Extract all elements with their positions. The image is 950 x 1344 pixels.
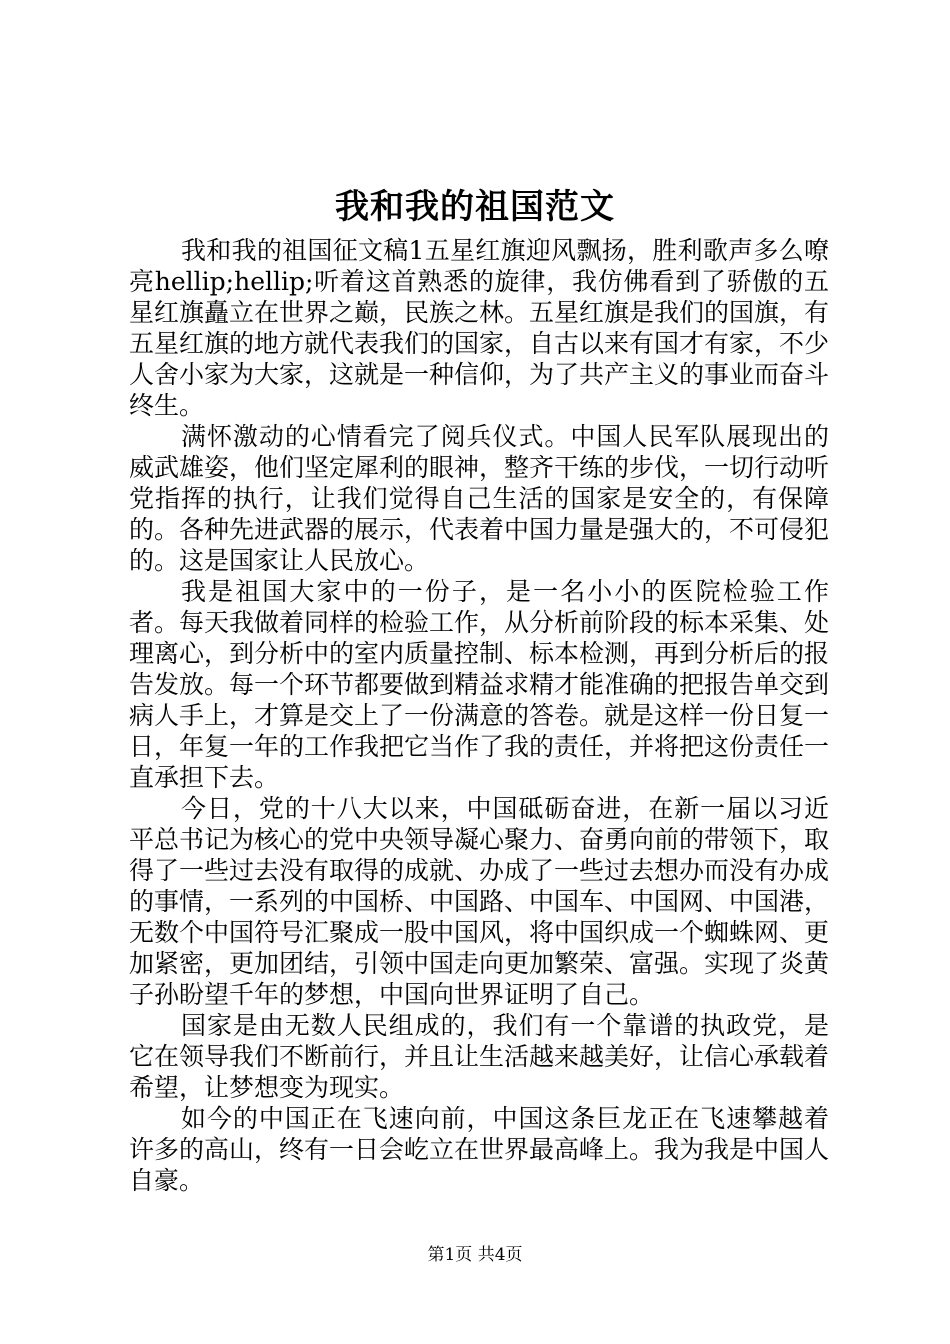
document-body (129, 235, 829, 1196)
paragraph-1: 我和我的祖国征文稿1五星红旗迎风飘扬，胜利歌声多么嘹亮hellip;hellip;听着这首熟悉的旋律，我仿佛看到了骄傲的五星红旗矗立在世界之巅，民族之林。五星红旗是我们的国旗，有五星红旗的地方就代表我们的国家，自古以来有国才有家，不少人舍小家为大家，这就是一种信仰，为了共产主义的事业而奋斗终生。 (129, 236, 830, 420)
paragraph-6: 如今的中国正在飞速向前，中国这条巨龙正在飞速攀越着许多的高山，终有一日会屹立在世界最高峰上。我为我是中国人自豪。 (129, 1104, 830, 1195)
document-title: 我和我的祖国范文 (335, 187, 615, 227)
paragraph-4: 今日，党的十八大以来，中国砥砺奋进，在新一届以习近平总书记为核心的党中央领导凝心聚力、奋勇向前的带领下，取得了一些过去没有取得的成就、办成了一些过去想办而没有办成的事情，一系列的中国桥、中国路、中国车、中国网、中国港，无数个中国符号汇聚成一股中国风，将中国织成一个蜘蛛网、更加紧密，更加团结，引领中国走向更加繁荣、富强。实现了炎黄子孙盼望千年的梦想，中国向世界证明了自己。 (129, 794, 830, 1009)
paragraph-5: 国家是由无数人民组成的，我们有一个靠谱的执政党，是它在领导我们不断前行，并且让生活越来越美好，让信心承载着希望，让梦想变为现实。 (129, 1011, 830, 1102)
paragraph-3: 我是祖国大家中的一份子，是一名小小的医院检验工作者。每天我做着同样的检验工作，从分析前阶段的标本采集、处理离心，到分析中的室内质量控制、标本检测，再到分析后的报告发放。每一个环节都要做到精益求精才能准确的把报告单交到病人手上，才算是交上了一份满意的答卷。就是这样一份日复一日，年复一年的工作我把它当作了我的责任，并将把这份责任一直承担下去。 (129, 577, 830, 792)
paragraph-2: 满怀激动的心情看完了阅兵仪式。中国人民军队展现出的威武雄姿，他们坚定犀利的眼神，整齐干练的步伐，一切行动听党指挥的执行，让我们觉得自己生活的国家是安全的，有保障的。各种先进武器的展示，代表着中国力量是强大的，不可侵犯的。这是国家让人民放心。 (129, 422, 830, 575)
page-number-footer: 第1页 共4页 (427, 1245, 523, 1265)
